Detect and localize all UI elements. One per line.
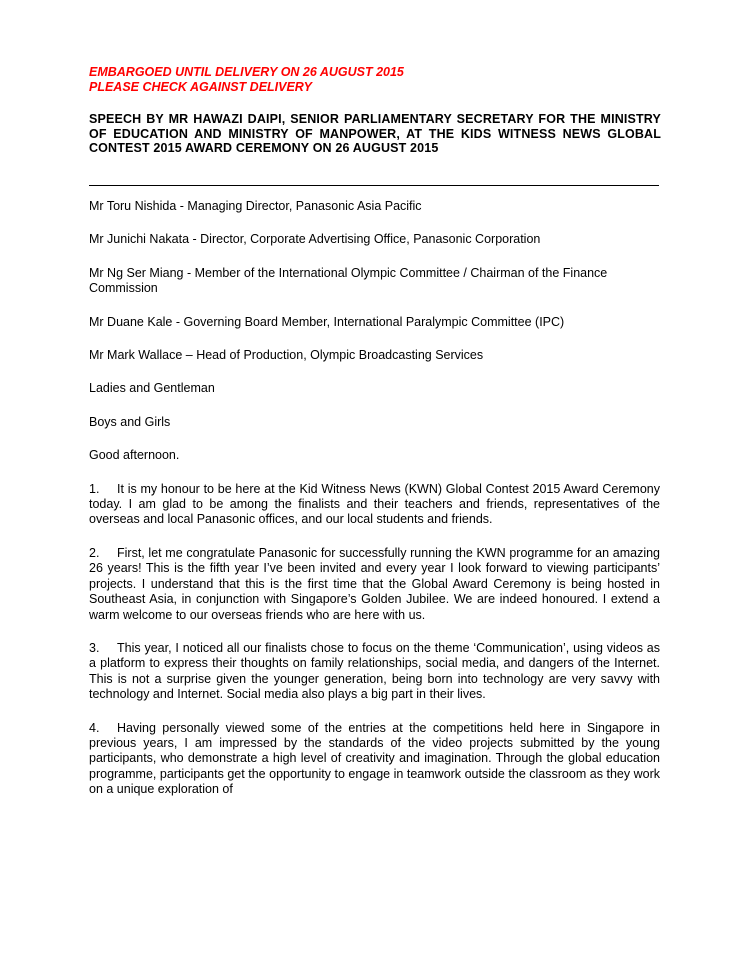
paragraph-number: 4. <box>89 720 100 735</box>
paragraph-number: 3. <box>89 640 100 655</box>
salutation: Boys and Girls <box>89 414 171 429</box>
speech-paragraph <box>89 546 660 623</box>
speech-paragraph <box>89 721 660 798</box>
attendee-line: Mr Duane Kale - Governing Board Member, International Paralympic Committee (IPC) <box>89 314 565 329</box>
attendee-line: Mr Toru Nishida - Managing Director, Panasonic Asia Pacific <box>89 199 422 213</box>
embargo-line: EMBARGOED UNTIL DELIVERY ON 26 AUGUST 2015 <box>89 65 404 79</box>
paragraph-text: Having personally viewed some of the entries at the competitions held here in Singapore in previous years, I am impressed by the standards of the video projects submitted by the young participants, who demonstrate a high level of creativity and imagination. Through the global education programme, participants get the opportunity to engage in teamwork outside the classroom as they work on a unique exploration of <box>89 720 660 797</box>
paragraph-text: First, let me congratulate Panasonic for successfully running the KWN programme for an amazing 26 years! This is the fifth year I’ve been invited and every year I look forward to viewing participants’ projects. I understand that this is the first time that the Global Award Ceremony is being hosted in Southeast Asia, in conjunction with Singapore’s Golden Jubilee. We are indeed honoured. I extend a warm welcome to our overseas friends who are here with us. <box>89 545 660 622</box>
attendee-line: Mr Ng Ser Miang - Member of the International Olympic Committee / Chairman of the Finance Commission <box>89 265 608 296</box>
paragraph-number: 2. <box>89 545 100 560</box>
title-divider <box>89 185 659 186</box>
paragraph-text: This year, I noticed all our finalists chose to focus on the theme ‘Communication’, using videos as a platform to express their thoughts on family relationships, social media, and dangers of the Internet. This is not a surprise given the younger generation, being born into technology are very savvy with technology and Internet. Social media also plays a big part in their lives. <box>89 640 660 702</box>
attendee-line: Mr Junichi Nakata - Director, Corporate Advertising Office, Panasonic Corporation <box>89 232 541 247</box>
greeting: Good afternoon. <box>89 448 180 463</box>
paragraph-text: It is my honour to be here at the Kid Witness News (KWN) Global Contest 2015 Award Ceremony today. I am glad to be among the finalists and their teachers and friends, representatives of the overseas and local Panasonic offices, and our local students and friends. <box>89 481 660 527</box>
speech-body <box>89 199 660 816</box>
speech-paragraph <box>89 482 660 528</box>
speech-paragraph <box>89 641 660 703</box>
paragraph-number: 1. <box>89 481 100 496</box>
speech-title: SPEECH BY MR HAWAZI DAIPI, SENIOR PARLIAMENTARY SECRETARY FOR THE MINISTRY OF EDUCATION AND MINISTRY OF MANPOWER, AT THE KIDS WITNESS NEWS GLOBAL CONTEST 2015 AWARD CEREMONY ON 26 AUGUST 2015 <box>89 112 661 155</box>
check-delivery-line: PLEASE CHECK AGAINST DELIVERY <box>89 80 312 94</box>
attendee-line: Mr Mark Wallace – Head of Production, Olympic Broadcasting Services <box>89 348 484 363</box>
salutation: Ladies and Gentleman <box>89 381 215 396</box>
embargo-notice <box>89 65 669 95</box>
